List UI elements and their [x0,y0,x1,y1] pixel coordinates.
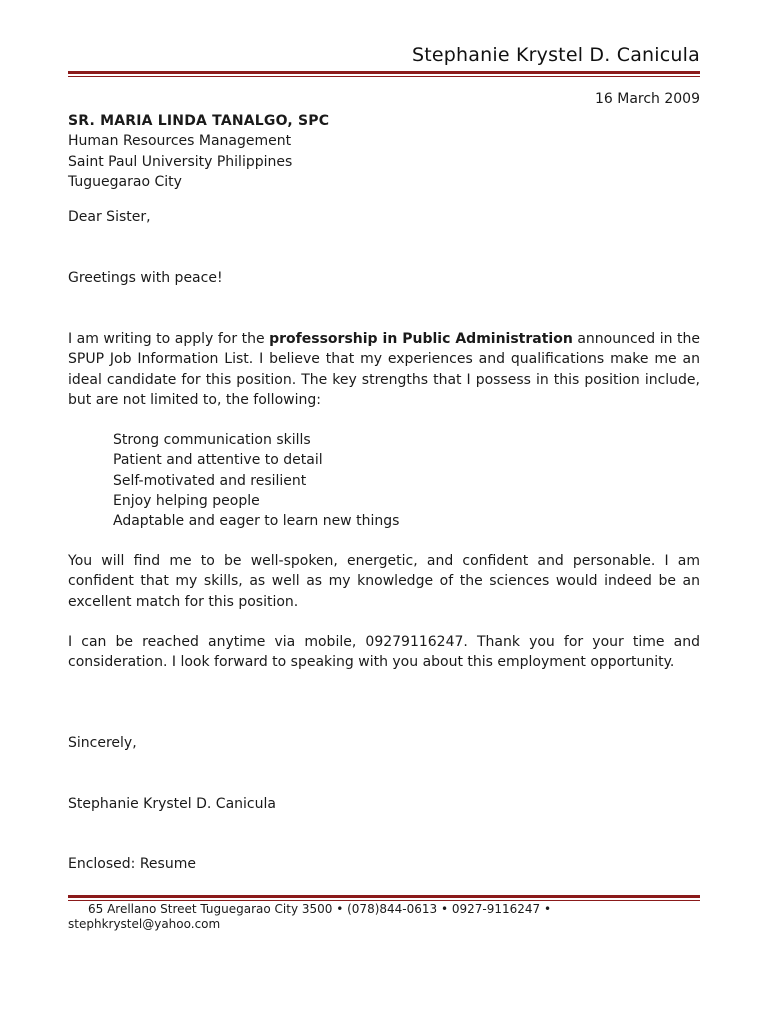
recipient-institution: Saint Paul University Philippines [68,153,293,170]
recipient-department: Human Resources Management [68,133,292,150]
paragraph-qualities: You will find me to be well-spoken, energetic, and confident and personable. I am confident that my skills, as well as my knowledge of the sciences would indeed be an excellent match for this position. [68,553,700,610]
paragraph-contact: I can be reached anytime via mobile, 09279116247. Thank you for your time and consideration. I look forward to speaking with you about this employment opportunity. [68,634,700,671]
strength-item: Self-motivated and resilient [113,472,307,489]
header-rule-thin [68,76,700,77]
paragraph-application-lead: I am writing to apply for the [68,331,270,347]
paragraph-application [68,329,700,410]
enclosure-note: Enclosed: Resume [68,856,196,872]
footer-rule-thin [68,900,700,901]
strength-item: Enjoy helping people [113,492,260,509]
header-rule [68,71,700,77]
footer-contact: 65 Arellano Street Tuguegarao City 3500 • (078)844-0613 • 0927-9116247 • stephkrystel@yahoo.com [68,902,552,931]
recipient-city: Tuguegarao City [68,173,182,190]
greeting: Greetings with peace! [68,270,223,286]
strength-item: Strong communication skills [113,432,311,448]
signer-name: Stephanie Krystel D. Canicula [68,796,276,812]
strength-item: Patient and attentive to detail [113,452,323,469]
letterhead-name: Stephanie Krystel D. Canicula [411,44,700,66]
paragraph-application-rest: announced in the SPUP Job Information List. I believe that my experiences and qualifications make me an ideal candidate for this position. The key strengths that I possess in this position include, but are not limited to, the following: [68,331,700,408]
strength-item: Adaptable and eager to learn new things [113,513,400,530]
recipient-block [68,111,700,192]
strengths-list [113,430,399,531]
closing: Sincerely, [68,735,137,751]
recipient-name: SR. MARIA LINDA TANALGO, SPC [68,113,330,129]
salutation: Dear Sister, [68,209,151,225]
position-title: professorship in Public Administration [269,331,573,347]
footer-rule [68,895,700,901]
letter-date: 16 March 2009 [594,91,700,107]
